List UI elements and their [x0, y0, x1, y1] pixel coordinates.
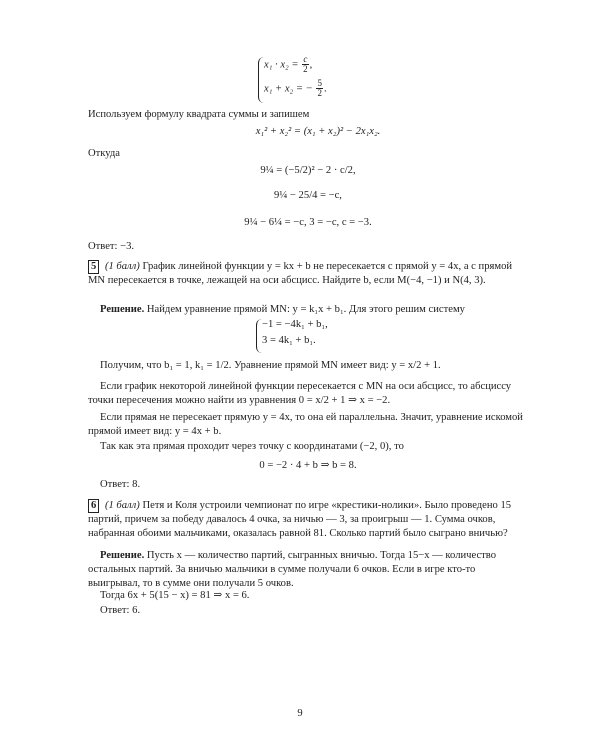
task-6-solution: Решение. Пусть x — количество партий, сыгранных вничью. Тогда 15−x — количество остальных партий. За вничью мальчики в сумме получали 6 очков. Если в игре кто-то выигрывал, то в сумме они получали 5 очков. [88, 550, 497, 589]
page-number: 9 [297, 708, 303, 719]
task-6-text: Петя и Коля устроили чемпионат по игре «крестики-нолики». Было проведено 15 партий, причем за победу давалось 4 очка, за ничью — 3, за проигрыш — 1. Сумма очков, набранная обоими мальчиками, оказалась равной 81. Сколько партий было сыграно вничью? [88, 500, 512, 539]
equation-sum-of-squares: x₁² + x₂² = (x₁ + x₂)² − 2x₁x₂. [255, 126, 381, 137]
task-6-equation: Тогда 6x + 5(15 − x) = 81 ⇒ x = 6. [100, 590, 250, 601]
task-6-points: (1 балл) [104, 500, 140, 511]
task-5-paragraph-3: Если прямая не пересекает прямую y = 4x, то она ей параллельна. Значит, уравнение искомой прямой имеет вид: y = 4x + b. [88, 412, 523, 437]
system-1-line-2: x₁ + x₂ = − $\frac{5}{2}$ . [264, 78, 327, 99]
task-5-solution: Решение. Найдем уравнение прямой MN: y = k₁x + b₁. Для этого решим систему [100, 304, 465, 315]
equation-b: 9¼ − 25/4 = −c, [274, 190, 342, 201]
system-2-line-1: −1 = −4k₁ + b₁, [262, 319, 328, 330]
task-5-points: (1 балл) [104, 261, 140, 272]
answer-task-6: Ответ: 6. [100, 605, 141, 616]
task-5-statement [88, 260, 528, 288]
equation-c: 9¼ − 6¼ = −c, 3 = −c, c = −3. [244, 217, 372, 228]
equation-a: 9¼ = (−5/2)² − 2 · c/2, [260, 165, 356, 176]
task-5-text: График линейной функции y = kx + b не пересекается с прямой y = 4x, а с прямой MN пересекается в точке, лежащей на оси абсцисс. Найдите b, если M(−4, −1) и N(4, 3). [88, 261, 513, 286]
task-6-number: 6 [88, 499, 99, 513]
task-5-paragraph-4: Так как эта прямая проходит через точку с координатами (−2, 0), то [100, 441, 404, 452]
system-2-line-2: 3 = 4k₁ + b₁. [262, 335, 316, 346]
text-use-formula: Используем формулу квадрата суммы и запишем [88, 109, 310, 120]
task-5-number: 5 [88, 260, 99, 274]
answer-task-4: Ответ: −3. [88, 241, 135, 252]
task-5-result-line: Получим, что b₁ = 1, k₁ = 1/2. Уравнение прямой MN имеет вид: y = x/2 + 1. [100, 360, 441, 371]
task-6-statement [88, 499, 528, 541]
task-5-paragraph-2: Если график некоторой линейной функции пересекается с MN на оси абсцисс, то абсциссу точки пересечения можно найти из уравнения 0 = x/2 + 1 ⇒ x = −2. [88, 381, 512, 406]
system-1-line-1: x₁ · x₂ = $\frac{c}{2}$ , [264, 54, 313, 75]
answer-task-5: Ответ: 8. [100, 479, 141, 490]
text-otkuda: Откуда [88, 148, 120, 159]
task-5-final-equation: 0 = −2 · 4 + b ⇒ b = 8. [259, 460, 357, 471]
